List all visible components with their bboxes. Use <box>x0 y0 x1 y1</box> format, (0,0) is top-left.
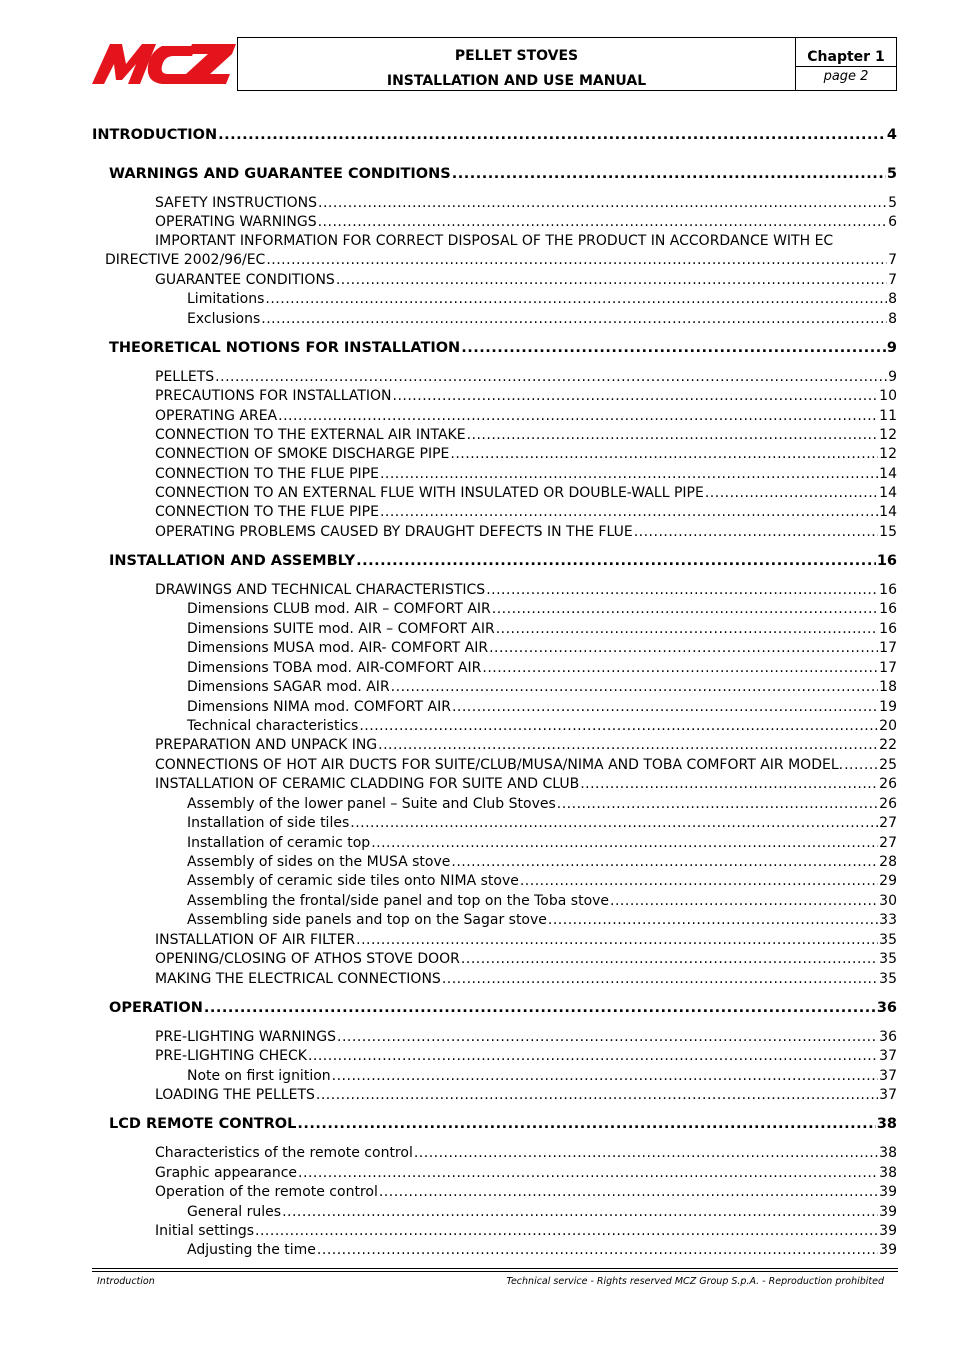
toc-leader-dots <box>548 911 878 930</box>
toc-leader-dots <box>350 814 878 833</box>
toc-entry-page: 35 <box>879 971 897 987</box>
toc-leader-dots <box>393 387 879 406</box>
toc-entry[interactable] <box>155 368 897 387</box>
toc-entry-page: 16 <box>879 582 897 598</box>
toc-entry-page: 14 <box>879 466 897 482</box>
toc-entry-page: 38 <box>879 1165 897 1181</box>
toc-entry-title: PRE-LIGHTING WARNINGS <box>155 1029 337 1045</box>
toc-entry[interactable] <box>187 290 897 309</box>
toc-entry[interactable] <box>155 1086 897 1105</box>
mcz-logo <box>92 42 236 86</box>
toc-entry-title: Characteristics of the remote control <box>155 1145 413 1161</box>
toc-leader-dots <box>380 465 878 484</box>
toc-section-entry[interactable] <box>109 165 897 184</box>
toc-entry-page: 30 <box>879 893 897 909</box>
toc-entry-page: 16 <box>876 553 897 569</box>
toc-section-entry[interactable] <box>109 339 897 358</box>
toc-leader-dots <box>356 552 876 571</box>
toc-entry-page: 37 <box>879 1087 897 1103</box>
toc-entry[interactable] <box>187 310 897 329</box>
toc-entry-page: 36 <box>876 1000 897 1016</box>
footer-divider <box>92 1268 898 1269</box>
toc-entry-page: 18 <box>879 679 897 695</box>
toc-leader-dots <box>442 970 878 989</box>
toc-entry-title: Adjusting the time <box>187 1242 316 1258</box>
toc-entry-page: 17 <box>879 640 897 656</box>
toc-entry-title: CONNECTION TO THE FLUE PIPE <box>155 504 379 520</box>
toc-entry-title: Assembly of the lower panel – Suite and Club Stoves <box>187 796 556 812</box>
toc-entry-title: Assembly of ceramic side tiles onto NIMA stove <box>187 873 519 889</box>
toc-entry[interactable] <box>155 426 897 445</box>
toc-entry-page: 29 <box>879 873 897 889</box>
toc-entry[interactable] <box>187 1203 897 1222</box>
toc-entry-page: 6 <box>888 214 897 230</box>
toc-entry-title: CONNECTIONS OF HOT AIR DUCTS FOR SUITE/CLUB/MUSA/NIMA AND TOBA COMFORT AIR MODEL. <box>155 757 844 773</box>
toc-entry-page: 4 <box>886 127 897 143</box>
footer-left: Introduction <box>97 1276 155 1287</box>
toc-leader-dots <box>337 1028 878 1047</box>
toc-entry-title: LCD REMOTE CONTROL <box>109 1116 297 1132</box>
toc-entry[interactable] <box>155 1047 897 1066</box>
toc-entry-page: 8 <box>888 311 897 327</box>
toc-entry-title: INSTALLATION OF CERAMIC CLADDING FOR SUITE AND CLUB <box>155 776 580 792</box>
toc-leader-dots <box>489 639 878 658</box>
toc-entry-title: Dimensions SAGAR mod. AIR <box>187 679 390 695</box>
toc-leader-dots <box>610 892 878 911</box>
chapter-label: Chapter 1 <box>796 38 896 67</box>
toc-leader-dots <box>451 853 878 872</box>
toc-entry[interactable] <box>187 892 897 911</box>
toc-entry-title: PRE-LIGHTING CHECK <box>155 1048 307 1064</box>
toc-entry-page: 7 <box>888 272 897 288</box>
toc-entry[interactable] <box>155 387 897 406</box>
toc-entry-page: 22 <box>879 737 897 753</box>
toc-entry-title: Dimensions MUSA mod. AIR- COMFORT AIR <box>187 640 489 656</box>
toc-entry-page: 10 <box>879 388 897 404</box>
toc-entry-title: DRAWINGS AND TECHNICAL CHARACTERISTICS <box>155 582 486 598</box>
toc-entry-page: 38 <box>876 1116 897 1132</box>
toc-leader-dots <box>452 165 886 184</box>
toc-entry-page: 27 <box>879 815 897 831</box>
toc-entry-page: 39 <box>879 1204 897 1220</box>
toc-section-entry[interactable] <box>109 1115 897 1134</box>
toc-leader-dots <box>414 1144 878 1163</box>
toc-entry[interactable] <box>187 600 897 619</box>
toc-entry-page: 15 <box>879 524 897 540</box>
toc-entry[interactable] <box>187 698 897 717</box>
toc-leader-dots <box>492 600 878 619</box>
toc-entry[interactable] <box>155 1164 897 1183</box>
toc-entry[interactable] <box>155 465 897 484</box>
toc-entry-title: INTRODUCTION <box>92 127 218 143</box>
header-title-line1: PELLET STOVES <box>454 48 579 64</box>
toc-entry-page: 19 <box>879 699 897 715</box>
toc-entry-page: 9 <box>886 340 897 356</box>
toc-entry-page: 12 <box>879 427 897 443</box>
toc-entry-title: Initial settings <box>155 1223 255 1239</box>
toc-entry-title: INSTALLATION OF AIR FILTER <box>155 932 356 948</box>
toc-entry[interactable] <box>155 1144 897 1163</box>
toc-leader-dots <box>379 1183 878 1202</box>
toc-section-entry[interactable] <box>92 126 897 145</box>
toc-entry-title: PREPARATION AND UNPACK ING <box>155 737 378 753</box>
toc-entry-title: CONNECTION TO THE EXTERNAL AIR INTAKE <box>155 427 466 443</box>
toc-entry[interactable] <box>155 756 897 775</box>
toc-entry-title: DIRECTIVE 2002/96/EC <box>105 252 266 268</box>
toc-entry[interactable] <box>187 659 897 678</box>
toc-leader-dots <box>255 1222 878 1241</box>
toc-entry[interactable] <box>187 717 897 736</box>
toc-entry-page: 20 <box>879 718 897 734</box>
toc-entry[interactable] <box>155 775 897 794</box>
toc-entry[interactable] <box>187 1241 897 1260</box>
toc-entry-title: Dimensions TOBA mod. AIR-COMFORT AIR <box>187 660 482 676</box>
toc-entry-title: Dimensions NIMA mod. COMFORT AIR <box>187 699 451 715</box>
toc-leader-dots <box>265 290 887 309</box>
toc-entry-title: Graphic appearance <box>155 1165 298 1181</box>
toc-entry-page: 9 <box>888 369 897 385</box>
toc-entry[interactable] <box>155 581 897 600</box>
toc-entry[interactable] <box>155 503 897 522</box>
toc-entry[interactable] <box>155 1183 897 1202</box>
toc-leader-dots <box>634 523 878 542</box>
toc-leader-dots <box>218 126 886 145</box>
toc-entry-title: IMPORTANT INFORMATION FOR CORRECT DISPOSAL OF THE PRODUCT IN ACCORDANCE WITH EC <box>155 233 834 249</box>
toc-entry[interactable] <box>155 232 833 251</box>
toc-entry-page: 16 <box>879 601 897 617</box>
footer-divider <box>92 1271 898 1272</box>
toc-entry[interactable] <box>155 445 897 464</box>
toc-entry[interactable] <box>187 853 897 872</box>
toc-entry-title: CONNECTION OF SMOKE DISCHARGE PIPE <box>155 446 450 462</box>
toc-entry-page: 8 <box>888 291 897 307</box>
toc-leader-dots <box>266 251 887 270</box>
toc-entry[interactable] <box>155 950 897 969</box>
toc-entry-title: PELLETS <box>155 369 215 385</box>
toc-entry-page: 39 <box>879 1242 897 1258</box>
toc-leader-dots <box>332 1067 879 1086</box>
toc-entry-title: MAKING THE ELECTRICAL CONNECTIONS <box>155 971 441 987</box>
toc-leader-dots <box>308 1047 878 1066</box>
toc-entry-title: OPENING/CLOSING OF ATHOS STOVE DOOR <box>155 951 460 967</box>
toc-entry[interactable] <box>155 407 897 426</box>
toc-entry-title: Dimensions CLUB mod. AIR – COMFORT AIR <box>187 601 491 617</box>
toc-entry-title: LOADING THE PELLETS <box>155 1087 315 1103</box>
toc-entry-title: Dimensions SUITE mod. AIR – COMFORT AIR <box>187 621 495 637</box>
toc-leader-dots <box>336 271 887 290</box>
toc-entry[interactable] <box>155 484 897 503</box>
toc-leader-dots <box>378 736 878 755</box>
toc-entry[interactable] <box>155 970 897 989</box>
toc-leader-dots <box>215 368 887 387</box>
toc-entry-title: General rules <box>187 1204 282 1220</box>
toc-leader-dots <box>486 581 878 600</box>
toc-entry-page: 26 <box>879 796 897 812</box>
toc-entry[interactable] <box>155 523 897 542</box>
toc-entry-page: 38 <box>879 1145 897 1161</box>
toc-entry-title: Exclusions <box>187 311 261 327</box>
toc-entry[interactable] <box>187 1067 897 1086</box>
toc-leader-dots <box>318 213 887 232</box>
toc-entry-page: 5 <box>888 195 897 211</box>
toc-section-entry[interactable] <box>109 999 897 1018</box>
toc-entry-page: 11 <box>879 408 897 424</box>
toc-entry-page: 36 <box>879 1029 897 1045</box>
toc-leader-dots <box>261 310 887 329</box>
toc-entry[interactable] <box>155 1222 897 1241</box>
toc-entry-title: Assembling the frontal/side panel and top on the Toba stove <box>187 893 610 909</box>
toc-leader-dots <box>461 950 878 969</box>
toc-leader-dots <box>496 620 878 639</box>
toc-entry-page: 17 <box>879 660 897 676</box>
toc-leader-dots <box>520 872 878 891</box>
toc-entry-page: 27 <box>879 835 897 851</box>
page-label: page 2 <box>823 69 869 84</box>
footer-right: Technical service - Rights reserved MCZ Group S.p.A. - Reproduction prohibited <box>506 1276 884 1287</box>
header-title <box>238 38 796 90</box>
toc-leader-dots <box>450 445 878 464</box>
toc-entry[interactable] <box>155 194 897 213</box>
toc-entry-page: 14 <box>879 485 897 501</box>
toc-entry-page: 37 <box>879 1068 897 1084</box>
toc-leader-dots <box>317 1241 878 1260</box>
header-chapter-box <box>796 38 896 90</box>
toc-entry[interactable] <box>155 931 897 950</box>
toc-entry-page: 14 <box>879 504 897 520</box>
toc-entry-title: Installation of side tiles <box>187 815 350 831</box>
toc-leader-dots <box>461 339 886 358</box>
toc-entry[interactable] <box>187 620 897 639</box>
toc-entry[interactable] <box>155 271 897 290</box>
toc-leader-dots <box>371 834 878 853</box>
toc-section-entry[interactable] <box>109 552 897 571</box>
toc-leader-dots <box>467 426 879 445</box>
toc-entry-page: 12 <box>879 446 897 462</box>
toc-leader-dots <box>482 659 878 678</box>
toc-entry-page: 33 <box>879 912 897 928</box>
toc-entry-title: OPERATING AREA <box>155 408 278 424</box>
toc-entry[interactable] <box>187 872 897 891</box>
header-box <box>237 37 897 91</box>
toc-entry-title: Installation of ceramic top <box>187 835 371 851</box>
toc-entry-title: Limitations <box>187 291 265 307</box>
toc-entry-page: 7 <box>888 252 897 268</box>
toc-entry-page: 35 <box>879 932 897 948</box>
toc-entry-page: 37 <box>879 1048 897 1064</box>
toc-entry-page: 16 <box>879 621 897 637</box>
toc-entry-title: SAFETY INSTRUCTIONS <box>155 195 318 211</box>
toc-leader-dots <box>318 194 887 213</box>
toc-entry-title: OPERATING PROBLEMS CAUSED BY DRAUGHT DEFECTS IN THE FLUE <box>155 524 633 540</box>
toc-entry-title: Assembly of sides on the MUSA stove <box>187 854 451 870</box>
toc-entry-page: 25 <box>879 757 897 773</box>
toc-entry[interactable] <box>187 678 897 697</box>
toc-leader-dots <box>391 678 879 697</box>
toc-entry[interactable] <box>187 911 897 930</box>
toc-leader-dots <box>356 931 878 950</box>
toc-entry-title: PRECAUTIONS FOR INSTALLATION <box>155 388 392 404</box>
toc-entry-title: WARNINGS AND GUARANTEE CONDITIONS <box>109 166 451 182</box>
toc-entry-page: 35 <box>879 951 897 967</box>
toc-leader-dots <box>705 484 878 503</box>
toc-entry-title: Technical characteristics <box>187 718 359 734</box>
toc-leader-dots <box>557 795 878 814</box>
header-title-line2: INSTALLATION AND USE MANUAL <box>386 73 647 89</box>
toc-entry[interactable] <box>155 1028 897 1047</box>
toc-entry-title: Note on first ignition <box>187 1068 331 1084</box>
toc-leader-dots <box>282 1203 878 1222</box>
toc-leader-dots <box>844 756 878 775</box>
toc-entry[interactable] <box>155 736 897 755</box>
toc-entry-title: THEORETICAL NOTIONS FOR INSTALLATION <box>109 340 461 356</box>
toc-entry[interactable] <box>187 639 897 658</box>
toc-leader-dots <box>580 775 878 794</box>
toc-entry[interactable] <box>187 795 897 814</box>
toc-entry-title: CONNECTION TO AN EXTERNAL FLUE WITH INSULATED OR DOUBLE-WALL PIPE <box>155 485 704 501</box>
toc-leader-dots <box>204 999 876 1018</box>
toc-entry-page: 28 <box>879 854 897 870</box>
toc-entry-page: 26 <box>879 776 897 792</box>
toc-entry-title: Operation of the remote control <box>155 1184 378 1200</box>
toc-leader-dots <box>297 1115 875 1134</box>
toc-entry[interactable] <box>187 814 897 833</box>
toc-leader-dots <box>359 717 878 736</box>
toc-entry[interactable] <box>155 213 897 232</box>
toc-leader-dots <box>452 698 878 717</box>
toc-leader-dots <box>278 407 878 426</box>
toc-entry-title: GUARANTEE CONDITIONS <box>155 272 335 288</box>
toc-leader-dots <box>380 503 878 522</box>
toc-entry-page: 5 <box>886 166 897 182</box>
toc-entry-title: INSTALLATION AND ASSEMBLY <box>109 553 356 569</box>
toc-entry-page: 39 <box>879 1184 897 1200</box>
toc-leader-dots <box>298 1164 878 1183</box>
toc-entry-page: 39 <box>879 1223 897 1239</box>
toc-entry[interactable] <box>105 251 897 270</box>
toc-entry[interactable] <box>187 834 897 853</box>
toc-entry-title: OPERATING WARNINGS <box>155 214 317 230</box>
toc-entry-title: Assembling side panels and top on the Sagar stove <box>187 912 547 928</box>
toc-leader-dots <box>316 1086 878 1105</box>
toc-entry-title: OPERATION <box>109 1000 203 1016</box>
toc-entry-title: CONNECTION TO THE FLUE PIPE <box>155 466 379 482</box>
